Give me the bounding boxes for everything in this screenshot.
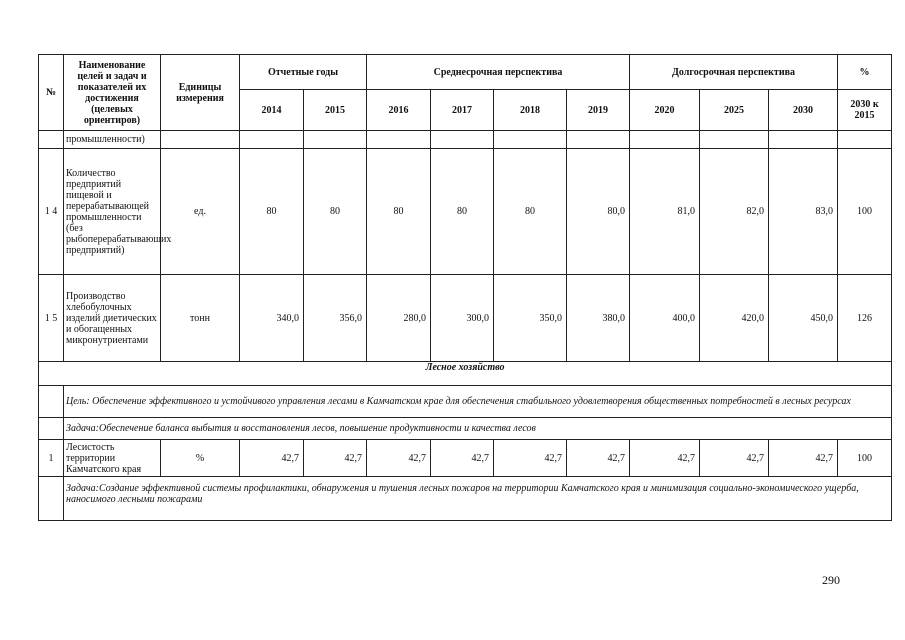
- row-unit: %: [161, 440, 240, 477]
- year-2015: 2015: [304, 90, 367, 131]
- percent-cell: 100: [838, 149, 892, 275]
- value-cell: 42,7: [304, 440, 367, 477]
- table-row: [39, 440, 892, 477]
- value-cell: 380,0: [567, 275, 630, 362]
- year-2017: 2017: [431, 90, 494, 131]
- value-cell: 80: [240, 149, 304, 275]
- table-row: [39, 362, 892, 386]
- year-2020: 2020: [630, 90, 700, 131]
- row-unit: ед.: [161, 149, 240, 275]
- value-cell: 42,7: [630, 440, 700, 477]
- value-cell: 80,0: [567, 149, 630, 275]
- header-no: №: [39, 55, 64, 131]
- year-2018: 2018: [494, 90, 567, 131]
- header-units: Единицы измерения: [161, 55, 240, 131]
- row-unit: тонн: [161, 275, 240, 362]
- task-text: Задача:Обеспечение баланса выбытия и восстановления лесов, повышение продуктивности и качества лесов: [64, 418, 892, 440]
- value-cell: 356,0: [304, 275, 367, 362]
- value-cell: 81,0: [630, 149, 700, 275]
- task-text: Задача:Создание эффективной системы профилактики, обнаружения и тушения лесных пожаров на территории Камчатского края и минимизация социально-экономического ущерба, наносимого лесными пожарами: [64, 477, 892, 521]
- table-row: [39, 149, 892, 275]
- row-name: Производство хлебобулочных изделий диетических и обогащенных микронутриентами: [64, 275, 161, 362]
- header-name: Наименование целей и задач и показателей их достижения (целевых ориентиров): [64, 55, 161, 131]
- table-row: [39, 477, 892, 521]
- value-cell: 280,0: [367, 275, 431, 362]
- row-name: промышленности): [64, 131, 161, 149]
- value-cell: 42,7: [431, 440, 494, 477]
- value-cell: 42,7: [769, 440, 838, 477]
- year-2030: 2030: [769, 90, 838, 131]
- header-long-term: Долгосрочная перспектива: [630, 55, 838, 90]
- row-name: Лесистость территории Камчатского края: [64, 440, 161, 477]
- section-title: Лесное хозяйство: [39, 362, 892, 386]
- row-number: 1 4: [39, 149, 64, 275]
- header-mid-term: Среднесрочная перспектива: [367, 55, 630, 90]
- year-2014: 2014: [240, 90, 304, 131]
- table-row: [39, 275, 892, 362]
- year-2019: 2019: [567, 90, 630, 131]
- value-cell: 83,0: [769, 149, 838, 275]
- value-cell: 340,0: [240, 275, 304, 362]
- value-cell: 80: [494, 149, 567, 275]
- value-cell: 80: [304, 149, 367, 275]
- value-cell: 42,7: [567, 440, 630, 477]
- value-cell: 42,7: [494, 440, 567, 477]
- indicators-table: [38, 54, 892, 521]
- value-cell: 42,7: [240, 440, 304, 477]
- row-number: 1: [39, 440, 64, 477]
- percent-cell: 100: [838, 440, 892, 477]
- percent-2030-vs-2015: 2030 к 2015: [838, 90, 892, 131]
- value-cell: 82,0: [700, 149, 769, 275]
- value-cell: 350,0: [494, 275, 567, 362]
- table-row: [39, 418, 892, 440]
- page-number: 290: [822, 573, 840, 587]
- value-cell: 450,0: [769, 275, 838, 362]
- value-cell: 42,7: [700, 440, 769, 477]
- value-cell: 80: [367, 149, 431, 275]
- year-2025: 2025: [700, 90, 769, 131]
- value-cell: 300,0: [431, 275, 494, 362]
- value-cell: 42,7: [367, 440, 431, 477]
- row-name: Количество предприятий пищевой и перерабатывающей промышленности (без рыбоперерабатывающих предприятий): [64, 149, 161, 275]
- header-percent: %: [838, 55, 892, 90]
- value-cell: 400,0: [630, 275, 700, 362]
- value-cell: 420,0: [700, 275, 769, 362]
- table-row: [39, 386, 892, 418]
- value-cell: 80: [431, 149, 494, 275]
- year-2016: 2016: [367, 90, 431, 131]
- header-reported-years: Отчетные годы: [240, 55, 367, 90]
- table-row: [39, 131, 892, 149]
- goal-text: Цель: Обеспечение эффективного и устойчивого управления лесами в Камчатском крае для обеспечения стабильного удовлетворения общественных потребностей в лесных ресурсах: [64, 386, 892, 418]
- percent-cell: 126: [838, 275, 892, 362]
- row-number: 1 5: [39, 275, 64, 362]
